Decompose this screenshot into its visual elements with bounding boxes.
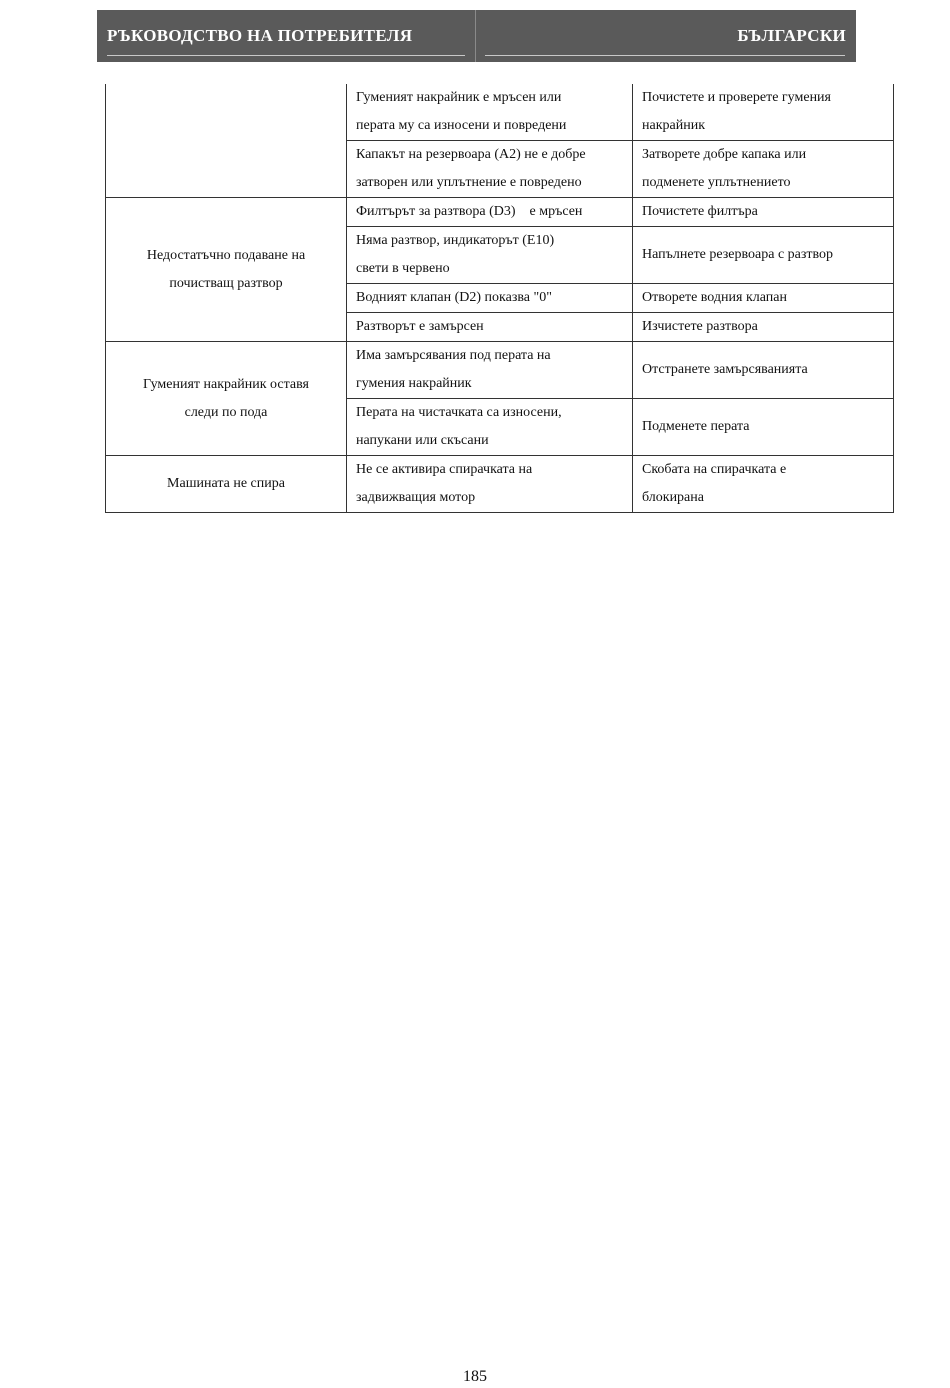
- cause-cell: Разтворът е замърсен: [347, 313, 633, 342]
- solution-cell: Подменете перата: [633, 399, 894, 456]
- solution-cell: Скобата на спирачката е блокирана: [633, 456, 894, 513]
- cause-cell: Не се активира спирачката на задвижващия мотор: [347, 456, 633, 513]
- solution-cell: Напълнете резервоара с разтвор: [633, 227, 894, 284]
- problem-cell: Недостатъчно подаване на почистващ разтвор: [106, 198, 347, 342]
- solution-cell: Затворете добре капака или подменете уплътнението: [633, 141, 894, 198]
- cause-cell: Водният клапан (D2) показва "0": [347, 284, 633, 313]
- cause-cell: Има замърсявания под перата на гумения накрайник: [347, 342, 633, 399]
- manual-title: РЪКОВОДСТВО НА ПОТРЕБИТЕЛЯ: [107, 26, 413, 45]
- problem-cell: Машината не спира: [106, 456, 347, 513]
- page-number: 185: [463, 1368, 487, 1385]
- table-row: [106, 456, 894, 513]
- table-row: [106, 342, 894, 399]
- cause-cell: Филтърът за разтвора (D3) е мръсен: [347, 198, 633, 227]
- cause-cell: Гуменият накрайник е мръсен или перата му са износени и повредени: [347, 84, 633, 141]
- problem-cell: Гуменият накрайник оставя следи по пода: [106, 342, 347, 456]
- solution-cell: Почистете филтъра: [633, 198, 894, 227]
- solution-cell: Изчистете разтвора: [633, 313, 894, 342]
- troubleshooting-table: [105, 84, 894, 513]
- header-underline-right: [485, 55, 845, 56]
- solution-cell: Почистете и проверете гумения накрайник: [633, 84, 894, 141]
- table-row: [106, 198, 894, 227]
- header-underline-left: [107, 55, 465, 56]
- cause-cell: Няма разтвор, индикаторът (E10) свети в червено: [347, 227, 633, 284]
- language-title: БЪЛГАРСКИ: [737, 26, 846, 45]
- solution-cell: Отстранете замърсяванията: [633, 342, 894, 399]
- problem-cell-empty: [106, 84, 347, 198]
- cause-cell: Капакът на резервоара (A2) не е добре затворен или уплътнение е повредено: [347, 141, 633, 198]
- cause-cell: Перата на чистачката са износени, напукани или скъсани: [347, 399, 633, 456]
- page-header: [97, 10, 856, 62]
- header-divider: [475, 10, 476, 62]
- solution-cell: Отворете водния клапан: [633, 284, 894, 313]
- table-row: [106, 84, 894, 141]
